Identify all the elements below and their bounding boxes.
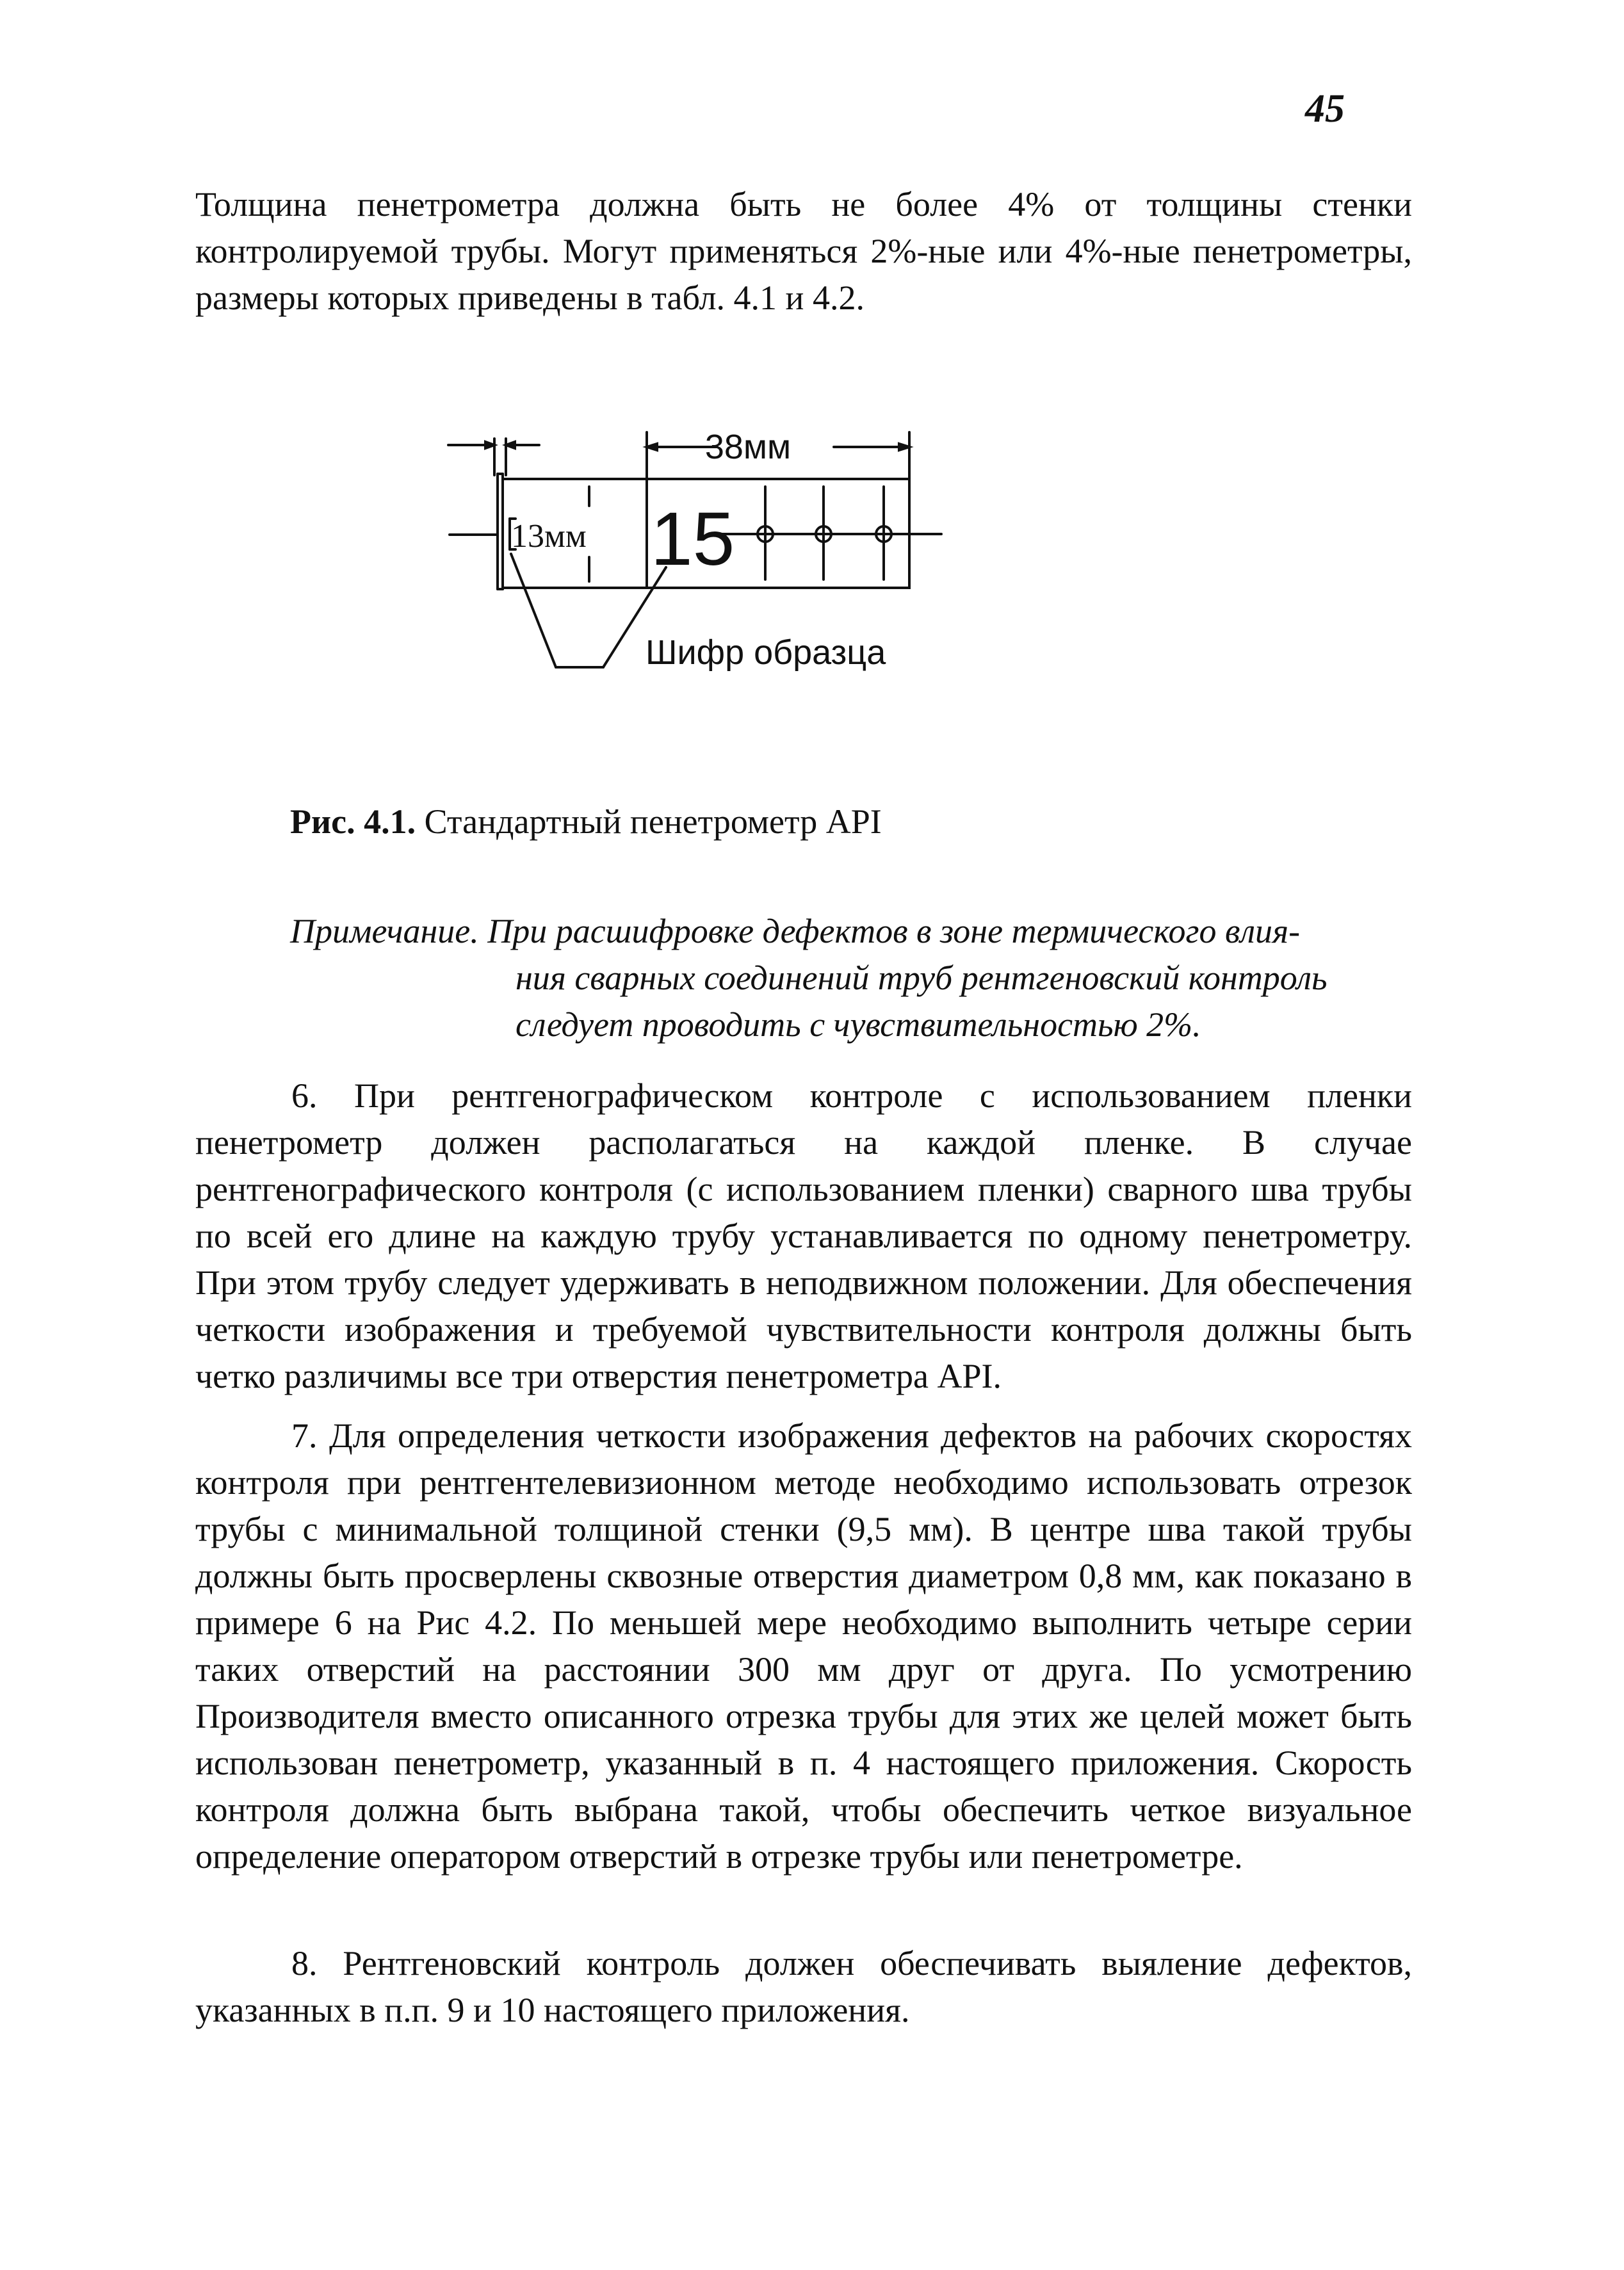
paragraph-6: 6. При рентгенографическом контроле с использованием пленки пенетрометр должен располагаться на каждой пленке. В случае рентгенографического контроля (с использованием пленки) сварного шва трубы по всей его длине на каждую трубу устанавливается по одному пенетрометру. При этом трубу следует удерживать в неподвижном положении. Для обеспечения четкости изображения и требуемой чувствительности контроля должны быть четко различимы все три отверстия пенетрометра API.: [195, 1076, 1412, 1395]
figure-caption-label: Рис. 4.1.: [290, 802, 416, 841]
intro-paragraph: Толщина пенетрометра должна быть не более 4% от толщины стенки контролируемой трубы. Могут применяться 2%-ные или 4%-ные пенетрометры, размеры которых приведены в табл. 4.1 и 4.2.: [195, 185, 1412, 317]
paragraph-7: 7. Для определения четкости изображения дефектов на рабочих скоростях контроля при рентгентелевизионном методе необходимо использовать отрезок трубы с минимальной толщиной стенки (9,5 мм). В центре шва такой трубы должны быть просверлены сквозные отверстия диаметром 0,8 мм, как показано в примере 6 на Рис 4.2. По меньшей мере необходимо выполнить четыре серии таких отверстий на расстоянии 300 мм друг от друга. По усмотрению Производителя вместо описанного отрезка трубы для этих же целей может быть использован пенетрометр, указанный в п. 4 настоящего приложения. Скорость контроля должна быть выбрана такой, чтобы обеспечить четкое визуальное определение оператором отверстий в отрезке трубы или пенетрометре.: [195, 1416, 1412, 1876]
page-number: 45: [1305, 87, 1345, 131]
figure-caption: [290, 799, 882, 844]
dimension-38mm: 38мм: [704, 428, 792, 466]
note-block: [290, 908, 1412, 1048]
note-heading: Примечание.: [290, 912, 479, 950]
figure-caption-text: Стандартный пенетрометр API: [424, 802, 882, 841]
dimension-13mm: 13мм: [511, 518, 587, 555]
note-line-2: ния сварных соединений труб рентгеновский контроль: [516, 959, 1328, 997]
code-number: 15: [651, 497, 735, 581]
note-text-1: При расшифровке дефектов в зоне термического влия-: [487, 912, 1301, 950]
note-line-3: следует проводить с чувствительностью 2%.: [516, 1005, 1201, 1044]
note-line-1: [290, 908, 1412, 955]
penetrometer-drawing: [442, 397, 1159, 756]
paragraph-8: 8. Рентгеновский контроль должен обеспечивать выяление дефектов, указанных в п.п. 9 и 10 настоящего приложения.: [195, 1944, 1412, 2029]
code-label: Шифр образца: [646, 633, 886, 672]
penetrometer-figure: [442, 397, 1159, 756]
